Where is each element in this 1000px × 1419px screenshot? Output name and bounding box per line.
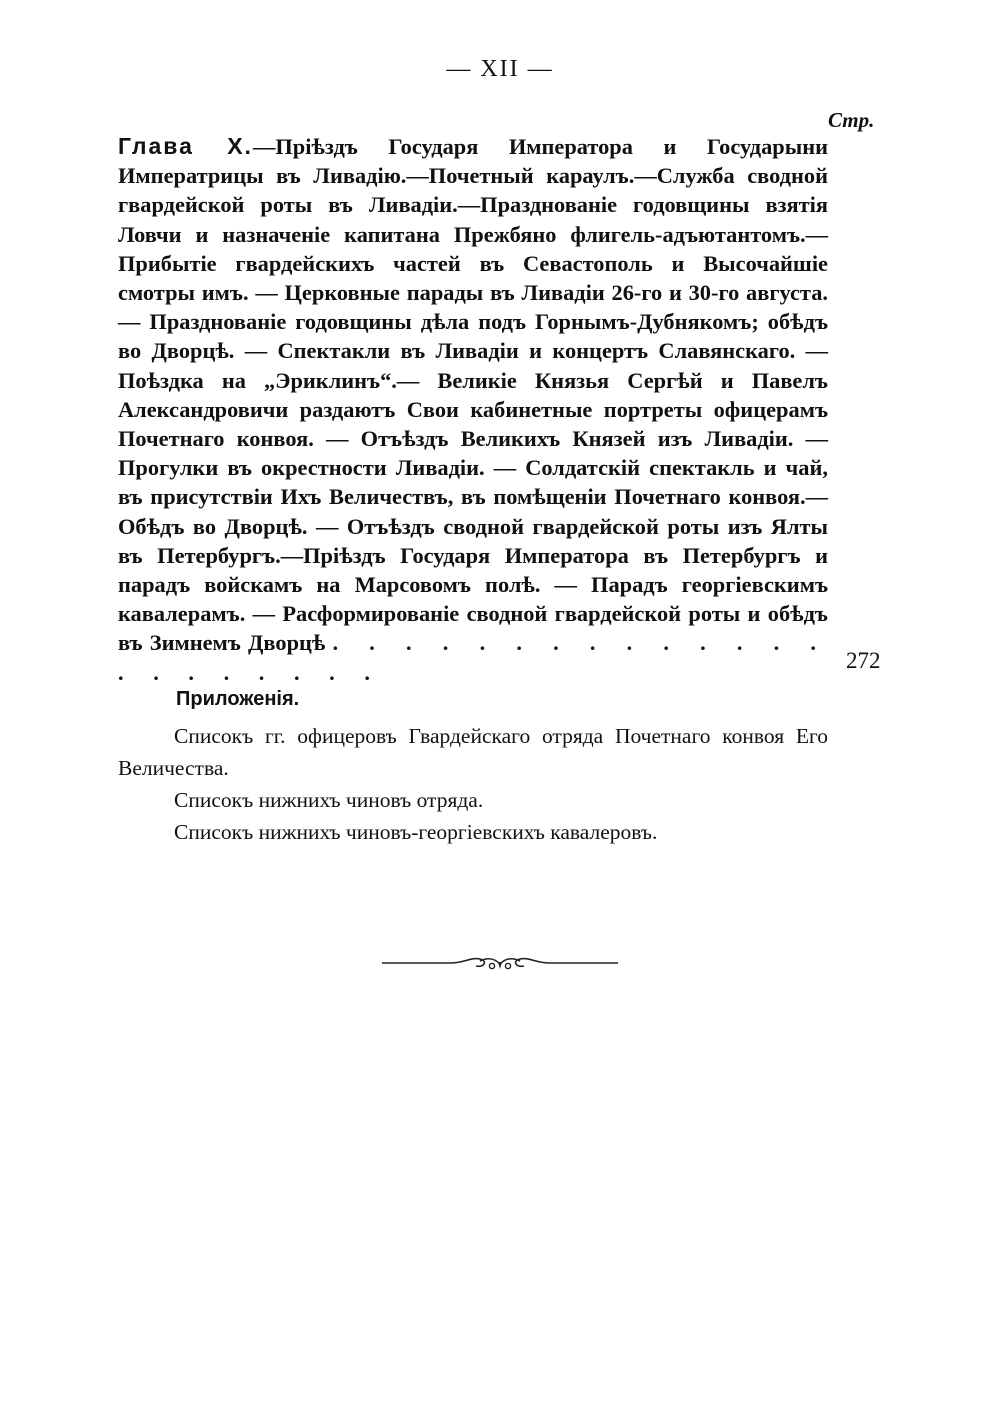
- appendix-item: Списокъ нижнихъ чиновъ-георгіевскихъ кавалеровъ.: [174, 820, 658, 844]
- chapter-label: Глава X.: [118, 133, 253, 159]
- appendix-item: Списокъ нижнихъ чиновъ отряда.: [174, 788, 484, 812]
- chapter-page-number: 272: [846, 648, 881, 673]
- chapter-summary: —Пріѣздъ Государя Императора и Государыни Императрицы въ Ливадію.—Почетный караулъ.—Служба сводной гвардейской роты въ Ливадіи.—Празднованіе годовщины взятія Ловчи и назначеніе капитана Прежбяно флигель-адъютантомъ.— Прибытіе гвардейскихъ частей въ Севастополь и Высочайшіе смотры имъ. — Церковные парады въ Ливадіи 26-го и 30-го августа. — Празднованіе годовщины дѣла подъ Горнымъ-Дубнякомъ; обѣдъ во Дворцѣ. — Спектакли въ Ливадіи и концертъ Славянскаго. — Поѣздка на „Эриклинъ“.— Великіе Князья Сергѣй и Павелъ Александровичи раздаютъ Свои кабинетные портреты офицерамъ Почетнаго конвоя. — Отъѣздъ Великихъ Князей изъ Ливадіи. — Прогулки въ окрестности Ливадіи. — Солдатскій спектакль и чай, въ присутствіи Ихъ Величествъ, въ помѣщеніи Почетнаго конвоя.—Обѣдъ во Дворцѣ. — Отъѣздъ сводной гвардейской роты изъ Ялты въ Петербургъ.—Пріѣздъ Государя Императора въ Петербургъ и парадъ войскамъ на Марсовомъ полѣ. — Парадъ георгіевскимъ кавалерамъ. — Расформированіе сводной гвардейской роты и обѣдъ въ Зимнемъ Дворцѣ: [118, 134, 829, 656]
- page-number: — XII —: [446, 56, 554, 82]
- ornament-divider-icon: [380, 948, 620, 978]
- appendix-list: [118, 720, 828, 848]
- dot-leader: . . . . . . . . . . . . . . . . . . . . . .: [118, 630, 828, 685]
- appendix-heading: Приложенія.: [176, 688, 300, 710]
- chapter-entry: [118, 132, 828, 687]
- appendix-item: Списокъ гг. офицеровъ Гвардейскаго отряда Почетнаго конвоя Его Величества.: [118, 724, 828, 780]
- page-column-label: Стр.: [828, 108, 875, 132]
